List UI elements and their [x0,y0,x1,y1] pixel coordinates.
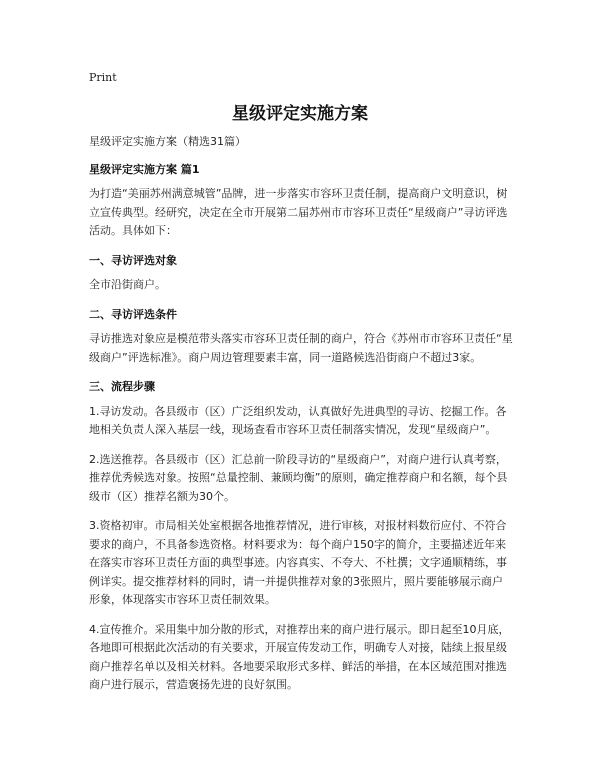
step-4-paragraph: 4.宣传推介。采用集中加分散的形式，对推荐出来的商户进行展示。即日起至10月底，各地即可根据此次活动的有关要求，开展宣传发动工作，明确专人对接，陆续上报星级商户推荐名单以及相关材料。各地要采取形式多样、鲜活的举措，在本区域范围对推选商户进行展示，营造褒扬先进的良好氛围。 [89,622,510,691]
intro-paragraph: 为打造“美丽苏州满意城管”品牌，进一步落实市容环卫责任制，提高商户文明意识，树立宣传典型。经研究，决定在全市开展第二届苏州市市容环卫责任“星级商户”寻访评选活动。具体如下： [89,187,508,237]
targets-paragraph: 全市沿街商户。 [89,278,166,291]
document-body [89,133,513,695]
section-heading-conditions: 二、寻访评选条件 [89,307,177,321]
document-subtitle: 星级评定实施方案（精选31篇） [89,135,246,148]
section-heading-targets: 一、寻访评选对象 [89,253,177,267]
section-heading-process: 三、流程步骤 [89,380,155,393]
page-title: 星级评定实施方案 [232,104,368,124]
print-link[interactable]: Print [89,71,117,84]
conditions-paragraph: 寻访推选对象应是模范带头落实市容环卫责任制的商户，符合《苏州市市容环卫责任“星级商户”评选标准》。商户周边管理要素丰富，同一道路候选沿街商户不超过3家。 [89,332,513,364]
step-2-paragraph: 2.选送推荐。各县级市（区）汇总前一阶段寻访的“星级商户”，对商户进行认真考察，推荐优秀候选对象。按照“总量控制、兼顾均衡”的原则，确定推荐商户和名额，每个县级市（区）推荐名额为30个。 [89,452,508,503]
step-3-paragraph: 3.资格初审。市局相关处室根据各地推荐情况，进行审核，对报材料数衍应付、不符合要求的商户，不具备参选资格。材料要求为：每个商户150字的简介，主要描述近年来在落实市容环卫责任方面的典型事迹。内容真实、不夸大、不杜撰；文字通顺精练，事例详实。提交推荐材料的同时，请一并提供推荐对象的3张照片，照片要能够展示商户形象，体现落实市容环卫责任制效果。 [89,519,507,606]
article-heading: 星级评定实施方案 篇1 [89,162,200,176]
step-1-paragraph: 1.寻访发动。各县级市（区）广泛组织发动，认真做好先进典型的寻访、挖掘工作。各地相关负责人深入基层一线，现场查看市容环卫责任制落实情况，发现“星级商户”。 [89,404,507,436]
